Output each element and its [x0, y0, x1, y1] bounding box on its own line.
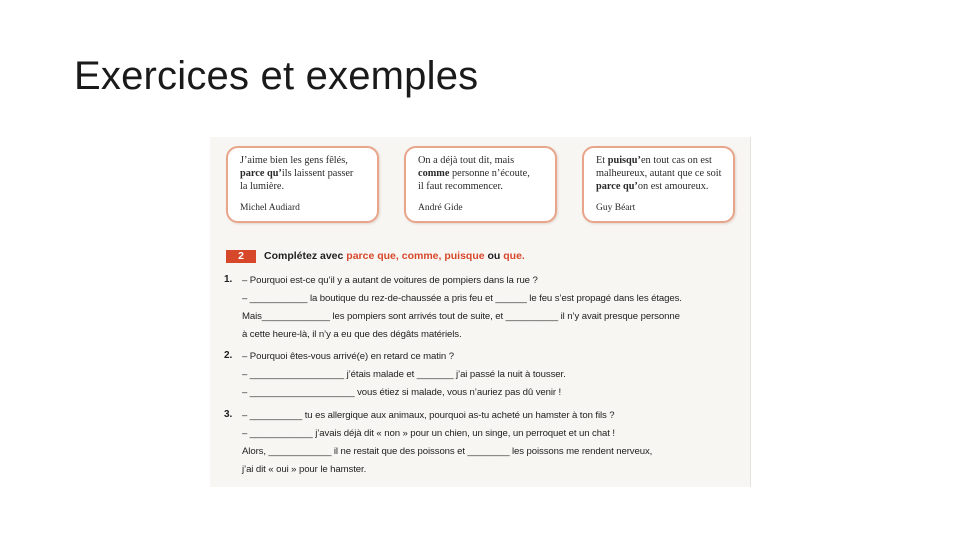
exercise-line: j’ai dit « oui » pour le hamster.	[242, 464, 367, 475]
exercise-line: Mais_____________ les pompiers sont arrivés tout de suite, et __________ il n’y avait presque personne	[242, 311, 680, 322]
exercise-line: à cette heure-là, il n’y a eu que des dégâts matériels.	[242, 329, 462, 340]
quote-author: Guy Béart	[596, 203, 636, 213]
exercise-line: – __________ tu es allergique aux animaux, pourquoi as-tu acheté un hamster à ton fils ?	[242, 410, 615, 421]
quote-line: parce qu’on est amoureux.	[596, 181, 709, 192]
quote-line: parce qu’ils laissent passer	[240, 168, 354, 179]
item-number: 2.	[224, 350, 233, 361]
quote-line: On a déjà tout dit, mais	[418, 155, 515, 166]
quote-line: malheureux, autant que ce soit	[596, 168, 722, 179]
quote-line: Et puisqu’en tout cas on est	[596, 155, 712, 166]
exercise-line: – ____________ j’avais déjà dit « non » pour un chien, un singe, un perroquet et un chat !	[242, 428, 615, 439]
item-number: 1.	[224, 274, 233, 285]
exercise-number-badge: 2	[226, 250, 256, 263]
quote-line: il faut recommencer.	[418, 181, 503, 192]
quote-box-audiard	[226, 146, 379, 223]
quote-box-beart	[582, 146, 735, 223]
quote-box-gide	[404, 146, 557, 223]
quote-line: comme personne n’écoute,	[418, 168, 530, 179]
exercise-line: Alors, ____________ il ne restait que des poissons et ________ les poissons me rendent nerveux,	[242, 446, 653, 457]
exercise-line: – Pourquoi est-ce qu’il y a autant de voitures de pompiers dans la rue ?	[242, 275, 538, 286]
quote-line: la lumière.	[240, 181, 285, 192]
textbook-page-scan	[210, 137, 751, 487]
quote-line: J’aime bien les gens fêlés,	[240, 155, 348, 166]
exercise-line: – __________________ j’étais malade et _______ j’ai passé la nuit à tousser.	[242, 369, 566, 380]
exercise-line: – ____________________ vous étiez si malade, vous n’auriez pas dû venir !	[242, 387, 562, 398]
exercise-header	[226, 249, 525, 263]
item-number: 3.	[224, 409, 233, 420]
quote-author: Michel Audiard	[240, 203, 300, 213]
exercise-line: – Pourquoi êtes-vous arrivé(e) en retard ce matin ?	[242, 351, 454, 362]
exercise-instruction: Complétez avec parce que, comme, puisque ou que.	[264, 250, 525, 262]
exercise-line: – ___________ la boutique du rez-de-chaussée a pris feu et ______ le feu s’est propagé dans les étages.	[242, 293, 682, 304]
slide-title: Exercices et exemples	[74, 54, 479, 98]
quote-author: André Gide	[418, 203, 463, 213]
